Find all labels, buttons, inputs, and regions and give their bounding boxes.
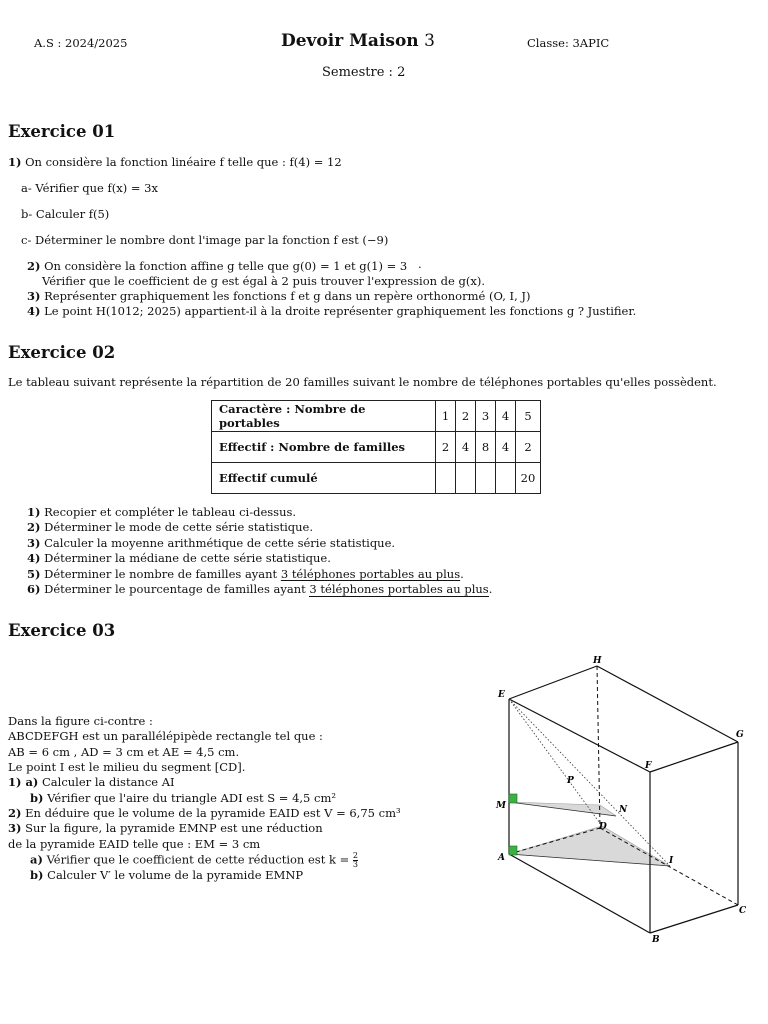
row-label-cumulative: Effectif cumulé xyxy=(212,463,436,494)
ex3-q3-line2: de la pyramide EAID telle que : EM = 3 cm xyxy=(8,837,261,851)
ex1-q2-line2: Vérifier que le coefficient de g est égal à 2 puis trouver l'expression de g(x). xyxy=(42,274,485,288)
table-cell: 2 xyxy=(456,401,476,432)
school-year: A.S : 2024/2025 xyxy=(34,36,128,50)
label-c: C xyxy=(739,906,747,916)
ex2-q1-number: 1) xyxy=(27,505,41,519)
ex3-q1a xyxy=(8,775,175,789)
label-h: H xyxy=(593,656,602,666)
label-i: I xyxy=(669,856,674,866)
ex3-q1a-text: Calculer la distance AI xyxy=(42,775,175,789)
right-angle-icon xyxy=(509,794,517,803)
class-label: Classe: 3APIC xyxy=(527,36,610,50)
label-a: A xyxy=(498,853,505,863)
exercise-2-title: Exercice 02 xyxy=(8,343,116,362)
table-cell: 5 xyxy=(516,401,541,432)
ex3-q2-text: En déduire que le volume de la pyramide EAID est V = 6,75 cm³ xyxy=(25,806,401,820)
page-title xyxy=(281,31,435,51)
label-g: G xyxy=(736,730,744,740)
fraction-numerator: 2 xyxy=(352,851,358,860)
edge-hd xyxy=(597,666,600,828)
ex1-q1-text: On considère la fonction linéaire f telle que : f(4) = 12 xyxy=(25,155,342,169)
edge-eh xyxy=(509,666,597,699)
ex2-q5-underlined: 3 téléphones portables au plus xyxy=(280,567,461,581)
ex2-q5-number: 5) xyxy=(27,567,41,581)
ex3-q3b-text: Calculer V′ le volume de la pyramide EMNP xyxy=(47,868,304,882)
ex3-line-1: Dans la figure ci-contre : xyxy=(8,714,153,728)
ex3-q2 xyxy=(8,806,401,820)
edge-hg xyxy=(597,666,738,742)
ex3-q3a-text: Vérifier que le coefficient de cette réduction est k = xyxy=(46,852,353,867)
ex3-q1a-number: 1) a) xyxy=(8,775,39,789)
ex1-q1-number: 1) xyxy=(8,155,22,169)
row-label-effectif: Effectif : Nombre de familles xyxy=(212,432,436,463)
title-text: Devoir Maison xyxy=(281,31,419,51)
label-m: M xyxy=(496,801,506,811)
ex2-q3-text: Calculer la moyenne arithmétique de cette série statistique. xyxy=(44,536,396,550)
ex1-q3 xyxy=(27,289,530,303)
ex1-q1b: b- Calculer f(5) xyxy=(21,207,110,221)
label-p: P xyxy=(567,776,574,786)
ex2-q5-end: . xyxy=(460,567,464,581)
ex3-q1b-text: Vérifier que l'aire du triangle ADI est S = 4,5 cm² xyxy=(47,791,336,805)
ex1-q2-number: 2) xyxy=(27,259,41,273)
ex1-q4 xyxy=(27,304,636,318)
table-cell: 1 xyxy=(436,401,456,432)
ex2-q6-underlined: 3 téléphones portables au plus xyxy=(309,582,489,596)
label-n: N xyxy=(619,805,628,815)
table-cell xyxy=(436,463,456,494)
ex1-q3-text: Représenter graphiquement les fonctions f et g dans un repère orthonormé (O, I, J) xyxy=(44,289,531,303)
ex2-q4-text: Déterminer la médiane de cette série statistique. xyxy=(44,551,331,565)
ex3-q1b-number: b) xyxy=(30,791,44,805)
ex1-q4-number: 4) xyxy=(27,304,41,318)
ex2-q4 xyxy=(27,551,331,565)
parallelepiped-figure xyxy=(490,650,760,950)
edge-fg xyxy=(650,742,738,772)
ex3-q3-number: 3) xyxy=(8,821,22,835)
exercise-3-title: Exercice 03 xyxy=(8,621,116,640)
table-row xyxy=(212,401,541,432)
semester-label: Semestre : 2 xyxy=(322,65,406,80)
table-cell xyxy=(496,463,516,494)
ex2-q2-text: Déterminer le mode de cette série statistique. xyxy=(44,520,314,534)
table-cell: 4 xyxy=(496,401,516,432)
ex2-q3 xyxy=(27,536,395,550)
ex1-q3-number: 3) xyxy=(27,289,41,303)
ex3-q3-text: Sur la figure, la pyramide EMNP est une réduction xyxy=(25,821,323,835)
ex2-q6-end: . xyxy=(488,582,493,596)
fraction-denominator: 3 xyxy=(352,860,358,869)
ex2-q1-text: Recopier et compléter le tableau ci-dessus. xyxy=(44,505,297,519)
table-cell: 20 xyxy=(516,463,541,494)
table-cell: 4 xyxy=(496,432,516,463)
edge-dc xyxy=(600,828,738,905)
table-cell: 2 xyxy=(516,432,541,463)
ex2-q6 xyxy=(27,582,492,596)
label-b: B xyxy=(652,935,660,945)
ex3-q3a-number: a) xyxy=(30,852,43,867)
label-e: E xyxy=(498,690,505,700)
table-cell xyxy=(456,463,476,494)
title-number: 3 xyxy=(424,31,435,51)
table-row xyxy=(212,432,541,463)
edge-ef xyxy=(509,699,650,772)
ex3-line-4: Le point I est le milieu du segment [CD]. xyxy=(8,760,246,774)
ex2-q2 xyxy=(27,520,313,534)
ex3-line-3: AB = 6 cm , AD = 3 cm et AE = 4,5 cm. xyxy=(8,745,240,759)
ex2-q5-text: Déterminer le nombre de familles ayant xyxy=(44,567,281,581)
fraction xyxy=(353,852,358,869)
ex1-q1 xyxy=(8,155,342,169)
ex3-q3b xyxy=(30,868,303,882)
edge-bc xyxy=(650,905,738,933)
ex2-q3-number: 3) xyxy=(27,536,41,550)
ex3-q3a xyxy=(30,852,358,869)
right-angle-icon xyxy=(509,846,517,855)
table-cell xyxy=(476,463,496,494)
ex2-q5 xyxy=(27,567,464,581)
table-cell: 4 xyxy=(456,432,476,463)
row-label-character: Caractère : Nombre de portables xyxy=(212,401,436,432)
ex1-q2-text: On considère la fonction affine g telle que g(0) = 1 et g(1) = 3 xyxy=(44,259,408,273)
table-row xyxy=(212,463,541,494)
ex3-q3b-number: b) xyxy=(30,868,44,882)
ex3-line-2: ABCDEFGH est un parallélépipède rectangle tel que : xyxy=(8,729,323,743)
statistics-table xyxy=(211,400,541,494)
table-cell: 3 xyxy=(476,401,496,432)
ex3-q1b xyxy=(30,791,336,805)
ex3-q2-number: 2) xyxy=(8,806,22,820)
ex2-q6-number: 6) xyxy=(27,582,41,596)
ex2-q6-text: Déterminer le pourcentage de familles ayant xyxy=(44,582,310,596)
table-cell: 8 xyxy=(476,432,496,463)
ex1-q2 xyxy=(27,259,407,273)
ex1-q1a: a- Vérifier que f(x) = 3x xyxy=(21,181,158,195)
table-cell: 2 xyxy=(436,432,456,463)
ex2-q4-number: 4) xyxy=(27,551,41,565)
label-d: D xyxy=(599,822,607,832)
ex1-q1c: c- Déterminer le nombre dont l'image par la fonction f est (−9) xyxy=(21,233,389,247)
exercise-1-title: Exercice 01 xyxy=(8,122,116,141)
ex2-intro: Le tableau suivant représente la répartition de 20 familles suivant le nombre de téléphones portables qu'elles possèdent. xyxy=(8,375,717,389)
label-f: F xyxy=(645,761,652,771)
ex3-q3 xyxy=(8,821,323,835)
ex1-q4-text: Le point H(1012; 2025) appartient-il à la droite représenter graphiquement les fonctions g ? Justifier. xyxy=(44,304,637,318)
ex2-q2-number: 2) xyxy=(27,520,41,534)
edge-ab xyxy=(509,854,650,933)
ex1-q2-dot: . xyxy=(418,257,422,271)
ex2-q1 xyxy=(27,505,296,519)
